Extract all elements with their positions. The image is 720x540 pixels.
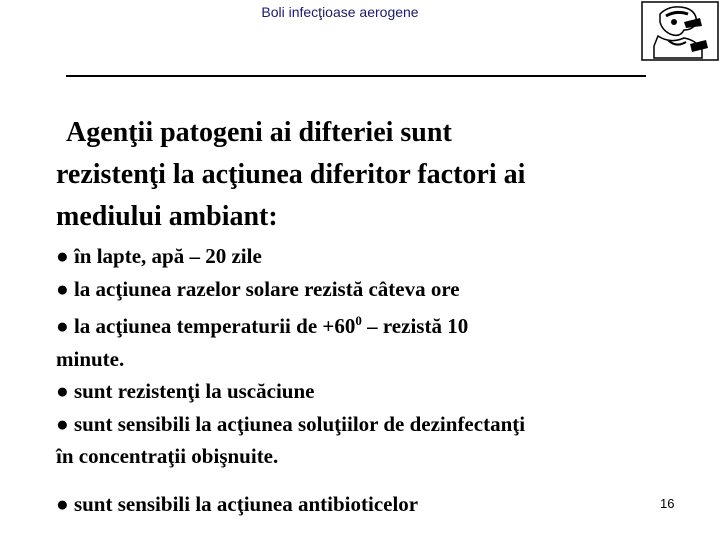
- intro-line-1: Agenţii patogeni ai difteriei sunt: [66, 117, 452, 148]
- bullet-item: [56, 240, 706, 273]
- bullet-list: [56, 240, 706, 473]
- doctor-logo-icon: [640, 0, 720, 62]
- degree-superscript: 0: [355, 313, 362, 328]
- page-number: 16: [660, 496, 675, 511]
- last-bullet: [56, 492, 418, 517]
- bullet-item: [56, 305, 706, 343]
- bullet-text: la acţiunea temperaturii de +60: [73, 314, 356, 338]
- bullet-continuation: în concentraţii obişnuite.: [56, 444, 279, 468]
- bullet-text: la acţiunea razelor solare rezistă câteva ore: [73, 276, 460, 301]
- bullet-marker: ●: [56, 379, 69, 403]
- bullet-marker: ●: [56, 314, 69, 338]
- bullet-text-continued: – rezistă 10: [361, 314, 469, 338]
- bullet-item: [56, 375, 706, 408]
- bullet-item: [56, 273, 706, 306]
- bullet-item: [56, 408, 706, 441]
- header-divider: [66, 75, 646, 77]
- bullet-marker: ●: [56, 411, 69, 436]
- bullet-marker: ●: [56, 276, 69, 301]
- bullet-continuation: minute.: [56, 346, 125, 371]
- slide-header-title: Boli infecţioase aerogene: [261, 4, 419, 20]
- bullet-text: sunt rezistenţi la uscăciune: [73, 379, 315, 403]
- intro-paragraph: [56, 112, 696, 238]
- bullet-text: în lapte, apă – 20 zile: [73, 244, 262, 268]
- intro-line-3: mediului ambiant:: [56, 201, 278, 232]
- bullet-text: sunt sensibili la acţiunea soluţiilor de dezinfectanţi: [73, 411, 526, 436]
- bullet-marker: ●: [56, 244, 69, 268]
- bullet-marker: ●: [56, 492, 69, 516]
- bullet-text: sunt sensibili la acţiunea antibioticelor: [73, 492, 419, 516]
- intro-line-2: rezistenţi la acţiunea diferitor factori ai: [56, 159, 526, 190]
